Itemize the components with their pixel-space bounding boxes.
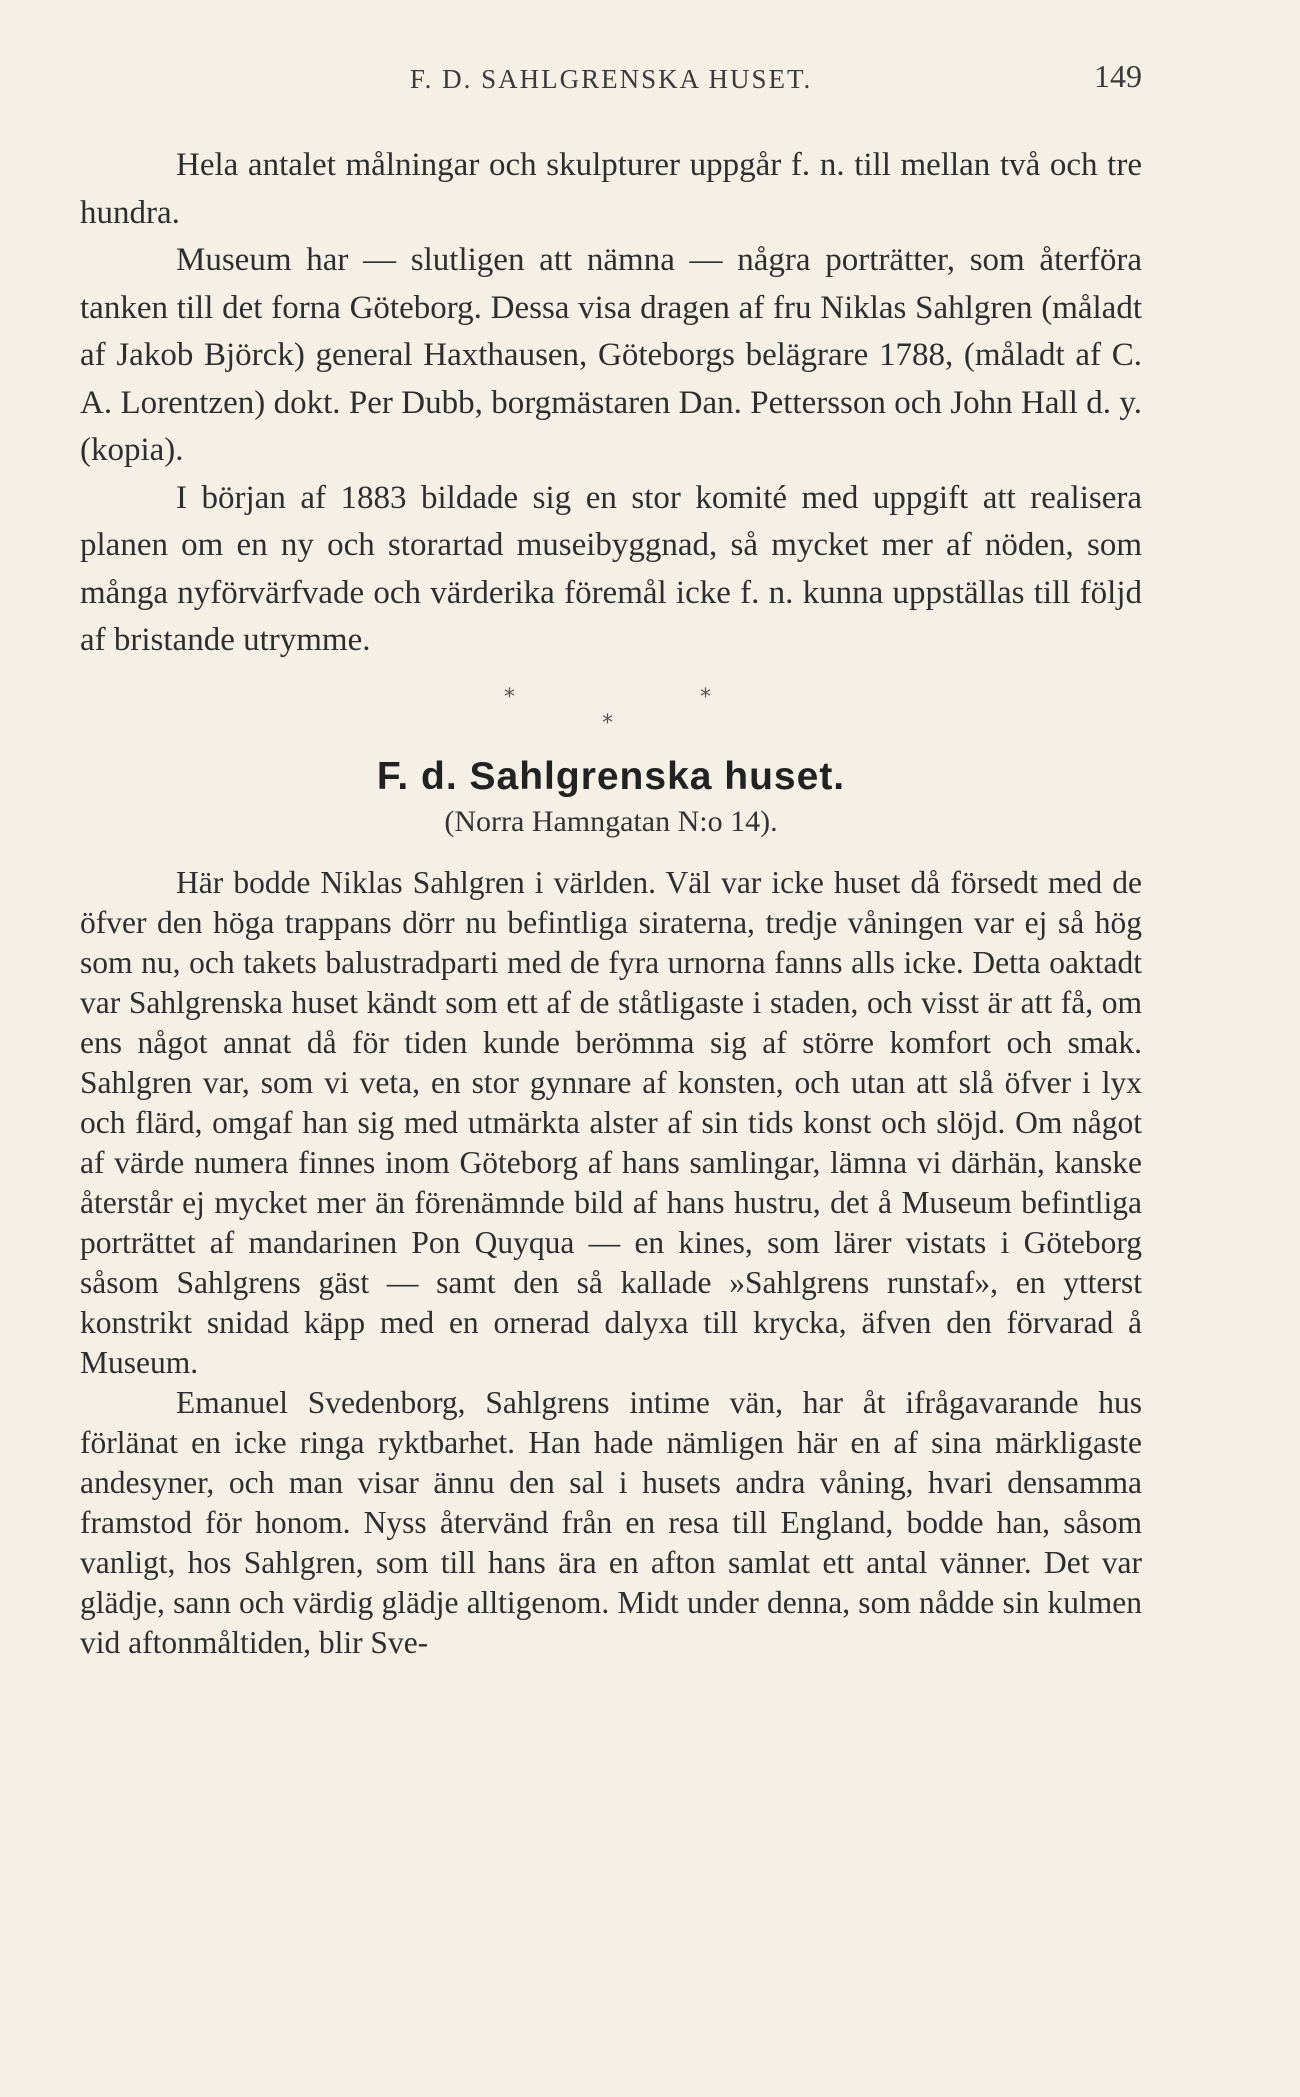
book-page <box>80 58 1142 1663</box>
paragraph: Museum har — slutligen att nämna — några porträtter, som återföra tanken till det forna Göteborg. Dessa visa dragen af fru Niklas Sahlgren (måladt af Jakob Björck) general Haxthausen, Göteborgs belägrare 1788, (måladt af C. A. Lorentzen) dokt. Per Dubb, borgmästaren Dan. Pettersson och John Hall d. y. (kopia). <box>80 242 1142 468</box>
paragraph: Hela antalet målningar och skulpturer uppgår f. n. till mellan två och tre hundra. <box>80 147 1142 231</box>
separator-star: * <box>602 710 613 736</box>
paragraph: Emanuel Svedenborg, Sahlgrens intime vän, har åt ifrågavarande hus förlänat en icke ringa ryktbarhet. Han hade nämligen här en af sina märkligaste andesyner, och man visar ännu den sal i husets andra våning, hvari densamma framstod för honom. Nyss återvänd från en resa till England, bodde han, såsom vanligt, hos Sahlgren, som till hans ära en afton samlat ett antal vänner. Det var glädje, sann och värdig glädje alltigenom. Midt under denna, som nådde sin kulmen vid aftonmåltiden, blir Sve- <box>80 1384 1142 1660</box>
separator-star: * <box>700 684 711 710</box>
page-number: 149 <box>1094 58 1142 94</box>
running-title: F. D. SAHLGRENSKA HUSET. <box>409 64 813 94</box>
paragraph: I början af 1883 bildade sig en stor komité med uppgift att realisera planen om en ny och storartad museibyggnad, så mycket mer af nöden, som många nyförvärfvade och värderika föremål icke f. n. kunna uppställas till följd af bristande utrymme. <box>80 479 1142 658</box>
running-head <box>80 58 1142 106</box>
top-text-block <box>80 142 1142 665</box>
section-separator <box>80 665 1142 755</box>
paragraph: Här bodde Niklas Sahlgren i världen. Väl var icke huset då försedt med de öfver den höga trappans dörr nu befintliga siraterna, tredje våningen var ej så hög som nu, och takets balustradparti med de fyra urnorna fanns alls icke. Detta oaktadt var Sahlgrenska huset kändt som ett af de ståtligaste i staden, och visst är att få, om ens något annat då för tiden kunde berömma sig af större komfort och smak. Sahlgren var, som vi veta, en stor gynnare af konsten, och utan att slå öfver i lyx och flärd, omgaf han sig med utmärkta alster af sin tids konst och slöjd. Om något af värde numera finnes inom Göteborg af hans samlingar, lämna vi därhän, kanske återstår ej mycket mer än förenämnde bild af hans hustru, det å Museum befintliga porträttet af mandarinen Pon Quyqua — en kines, som lärer vistats i Göteborg såsom Sahlgrens gäst — samt den så kallade »Sahlgrens runstaf», en ytterst konstrikt snidad käpp med en ornerad dalyxa till krycka, äfven den förvarad å Museum. <box>80 864 1142 1380</box>
separator-star: * <box>504 684 515 710</box>
section-subheading: (Norra Hamngatan N:o 14). <box>444 804 778 838</box>
section-text-block <box>80 863 1142 1663</box>
section-heading: F. d. Sahlgrenska huset. <box>376 754 846 798</box>
